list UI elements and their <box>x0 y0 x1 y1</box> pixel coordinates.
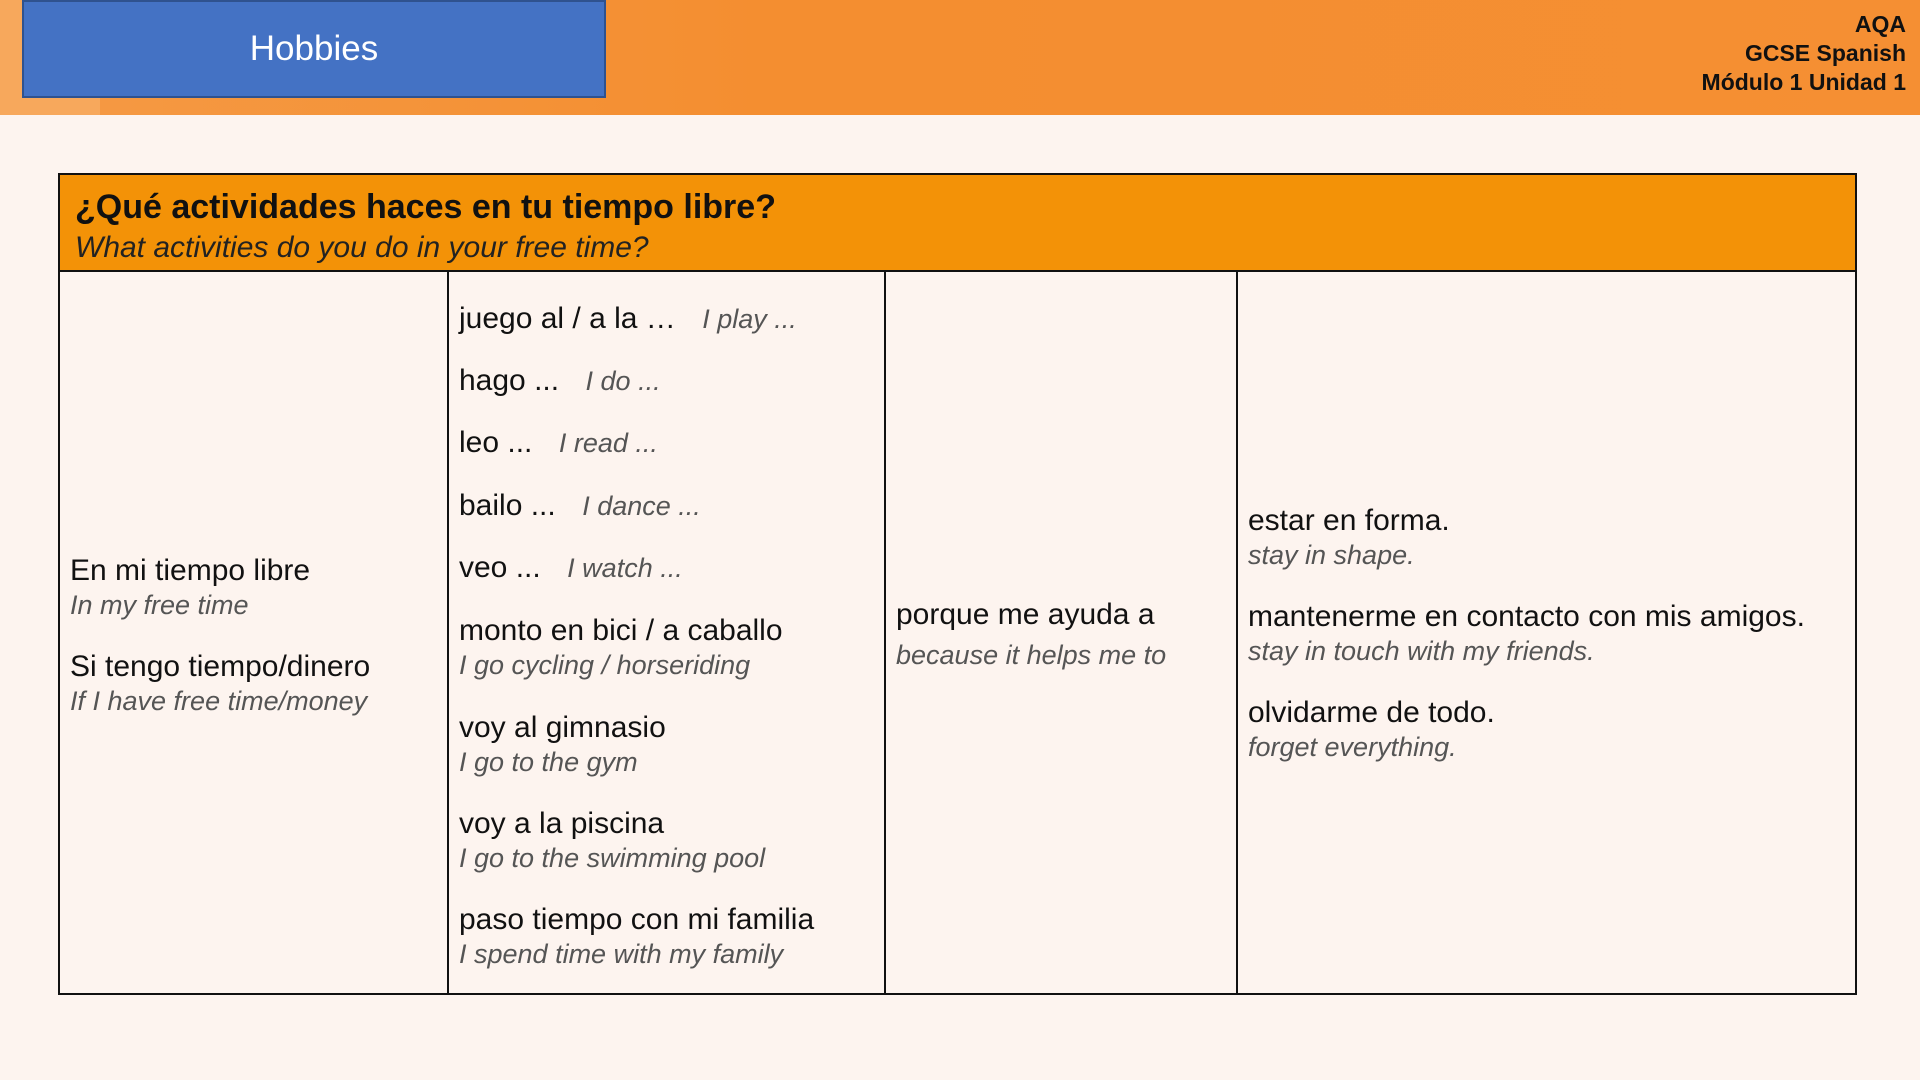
question-english: What activities do you do in your free time? <box>75 231 649 264</box>
activity-english: I go to the gym <box>459 747 638 777</box>
activity-item <box>459 426 658 460</box>
reason-english: forget everything. <box>1248 732 1457 762</box>
activities-column <box>447 272 884 993</box>
connector-english: because it helps me to <box>896 640 1167 670</box>
connector-spanish: porque me ayuda a <box>896 598 1155 631</box>
activity-spanish: leo ... <box>459 426 533 459</box>
course-info <box>1702 10 1906 97</box>
reasons-column <box>1236 272 1855 993</box>
slide-title <box>22 0 606 98</box>
exam-board: AQA <box>1854 11 1906 37</box>
activity-spanish: monto en bici / a caballo <box>459 614 783 647</box>
opener-spanish: En mi tiempo libre <box>70 554 311 587</box>
reason-english: stay in touch with my friends. <box>1248 636 1595 666</box>
activity-english: I play ... <box>702 304 797 334</box>
activity-spanish: juego al / a la … <box>459 302 676 335</box>
activity-item <box>459 302 797 336</box>
activity-english: I read ... <box>558 428 658 458</box>
reason-english: stay in shape. <box>1248 540 1415 570</box>
reason-spanish: olvidarme de todo. <box>1248 696 1495 729</box>
course-name: GCSE Spanish <box>1744 40 1906 66</box>
reason-spanish: mantenerme en contacto con mis amigos. <box>1248 600 1805 633</box>
activity-english: I go to the swimming pool <box>459 843 766 873</box>
opener-english: If I have free time/money <box>70 686 368 716</box>
question-header <box>60 175 1855 272</box>
activity-spanish: bailo ... <box>459 489 556 522</box>
activity-item <box>459 489 701 523</box>
activity-english: I do ... <box>585 366 661 396</box>
sentence-builder-table <box>58 173 1857 995</box>
activity-english: I watch ... <box>567 553 683 583</box>
connector-column <box>884 272 1236 993</box>
opener-spanish: Si tengo tiempo/dinero <box>70 650 371 683</box>
activity-spanish: voy a la piscina <box>459 807 665 840</box>
activity-item <box>459 364 661 398</box>
activity-spanish: veo ... <box>459 551 541 584</box>
activity-item <box>459 551 683 585</box>
unit-name: Módulo 1 Unidad 1 <box>1701 69 1906 95</box>
activity-spanish: voy al gimnasio <box>459 711 666 744</box>
activity-spanish: hago ... <box>459 364 560 397</box>
opener-english: In my free time <box>70 590 249 620</box>
activity-english: I go cycling / horseriding <box>459 650 751 680</box>
slide-title-text: Hobbies <box>249 29 379 68</box>
reason-spanish: estar en forma. <box>1248 504 1450 537</box>
openers-column <box>60 272 447 993</box>
activity-english: I spend time with my family <box>459 939 784 969</box>
question-spanish: ¿Qué actividades haces en tu tiempo libre? <box>75 188 776 226</box>
activity-spanish: paso tiempo con mi familia <box>459 903 815 936</box>
activity-english: I dance ... <box>582 491 701 521</box>
